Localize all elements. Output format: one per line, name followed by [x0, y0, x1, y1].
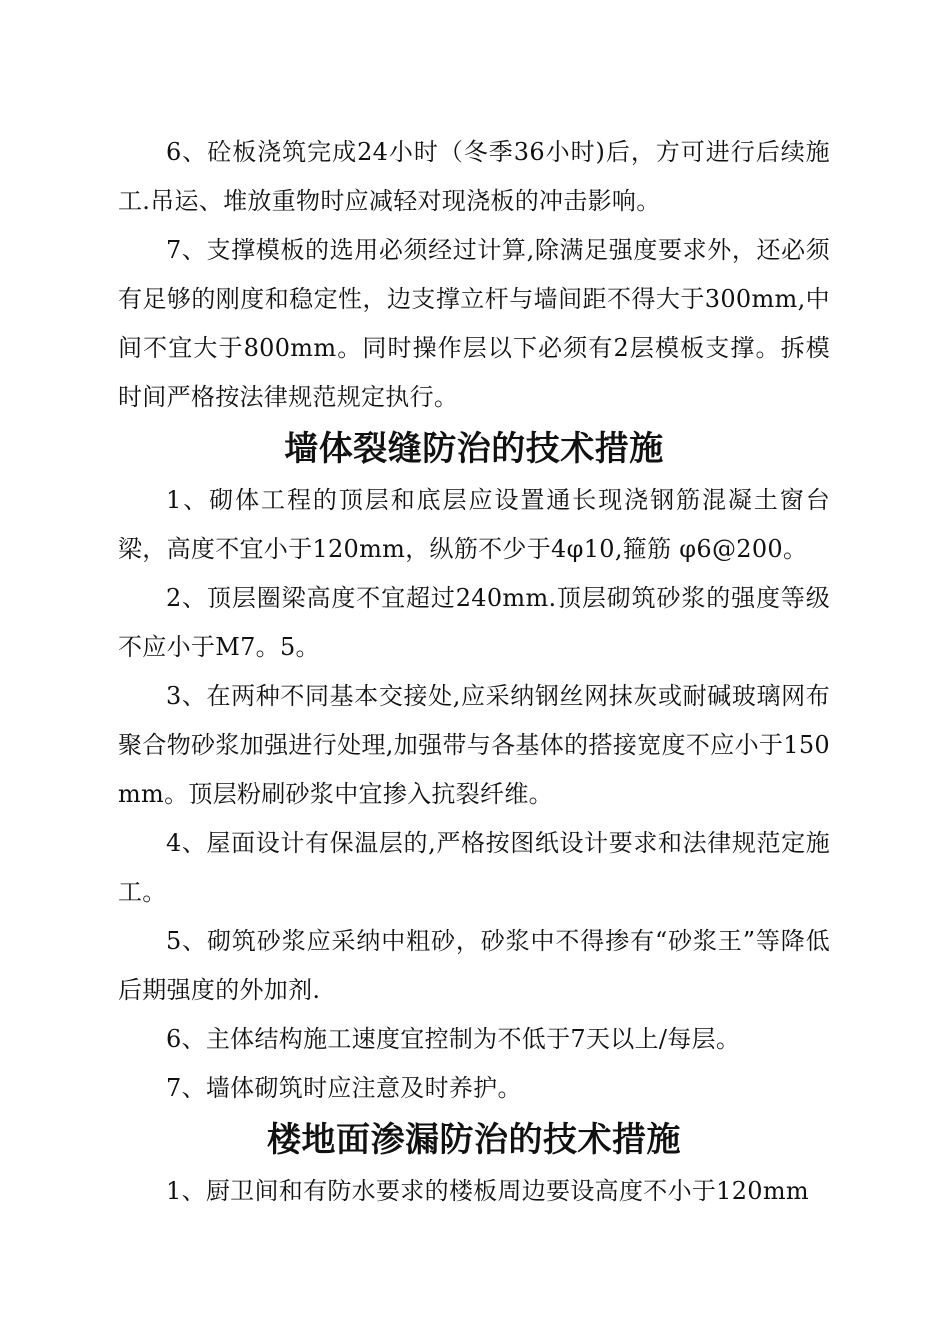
- paragraph-b1: 1、砌体工程的顶层和底层应设置通长现浇钢筋混凝土窗台梁，高度不宜小于120mm，纵筋不少于4φ10,箍筋 φ6@200。: [118, 486, 830, 563]
- paragraph-b2: 2、顶层圈梁高度不宜超过240mm.顶层砌筑砂浆的强度等级不应小于M7。5。: [118, 584, 830, 661]
- section-title-wall-cracks: 墙体裂缝防治的技术措施: [284, 429, 664, 469]
- paragraph-b5: 5、砌筑砂浆应采纳中粗砂，砂浆中不得掺有“砂浆王”等降低后期强度的外加剂.: [118, 927, 830, 1004]
- section-title-floor-leakage: 楼地面渗漏防治的技术措施: [267, 1120, 681, 1160]
- paragraph-b3: 3、在两种不同基本交接处,应采纳钢丝网抹灰或耐碱玻璃网布聚合物砂浆加强进行处理,加强带与各基体的搭接宽度不应小于150mm。顶层粉刷砂浆中宜掺入抗裂纤维。: [118, 682, 830, 808]
- paragraph-a7: 7、支撑模板的选用必须经过计算,除满足强度要求外，还必须有足够的刚度和稳定性，边支撑立杆与墙间距不得大于300mm,中间不宜大于800mm。同时操作层以下必须有2层模板支撑。拆模时间严格按法律规范规定执行。: [118, 236, 830, 411]
- paragraph-a6: 6、砼板浇筑完成24小时（冬季36小时)后，方可进行后续施工.吊运、堆放重物时应减轻对现浇板的冲击影响。: [118, 138, 830, 215]
- paragraph-b4: 4、屋面设计有保温层的,严格按图纸设计要求和法律规范定施工。: [118, 829, 830, 906]
- paragraph-b7: 7、墙体砌筑时应注意及时养护。: [166, 1074, 522, 1102]
- document-body: [118, 128, 830, 1216]
- paragraph-b6: 6、主体结构施工速度宜控制为不低于7天以上/每层。: [166, 1025, 741, 1053]
- paragraph-c1: 1、厨卫间和有防水要求的楼板周边要设高度不小于120mm: [166, 1177, 809, 1205]
